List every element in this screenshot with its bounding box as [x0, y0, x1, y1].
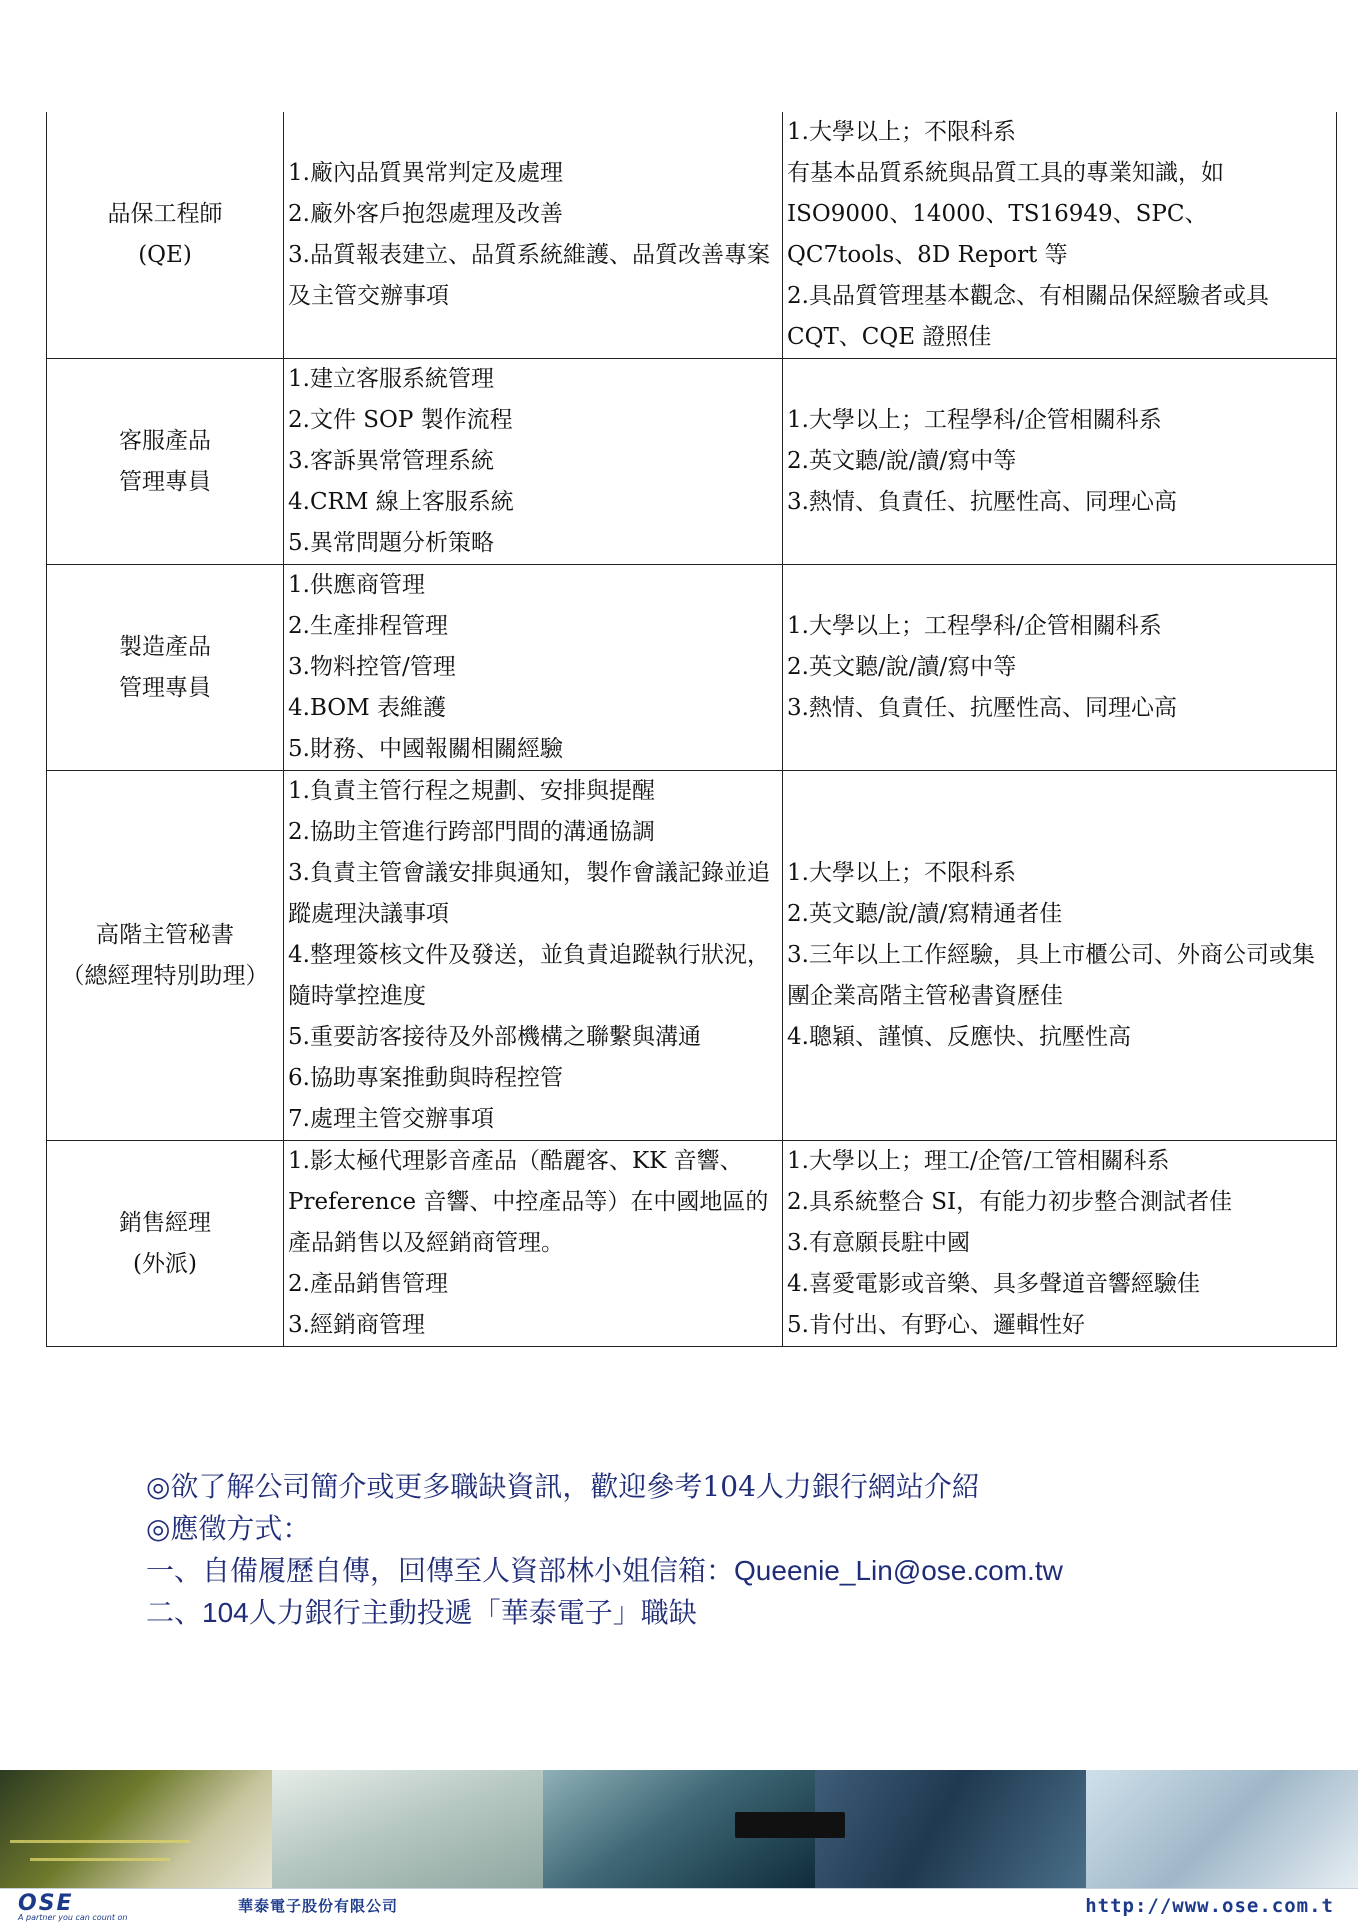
jobs-table: [46, 112, 1337, 1347]
job-title-line: 客服產品: [119, 427, 211, 454]
requirement-item: 有基本品質系統與品質工具的專業知識，如 ISO9000、14000、TS16949、SPC、QC7tools、8D Report 等: [787, 160, 1224, 268]
duty-item: 5.財務、中國報關相關經驗: [288, 736, 563, 762]
apply-method-104: [146, 1592, 1296, 1634]
footer-bar: [0, 1888, 1358, 1921]
job-duties-cell: [284, 112, 783, 359]
trace-line: [10, 1840, 190, 1843]
requirement-item: 2.英文聽/說/讀/寫中等: [787, 654, 1017, 680]
job-title-cell: [47, 565, 284, 771]
job-requirements-cell: [783, 1141, 1337, 1347]
duty-item: 3.經銷商管理: [288, 1312, 425, 1338]
job-title-line: 品保工程師: [107, 201, 223, 227]
duty-item: 5.重要訪客接待及外部機構之聯繫與溝通: [288, 1024, 701, 1050]
requirement-item: 5.肯付出、有野心、邏輯性好: [787, 1312, 1085, 1338]
duty-item: 2.產品銷售管理: [288, 1271, 448, 1297]
duty-item: 4.CRM 線上客服系統: [288, 489, 514, 515]
requirement-item: 3.熱情、負責任、抗壓性高、同理心高: [787, 695, 1177, 721]
job-requirements-cell: [783, 359, 1337, 565]
requirement-item: 2.具系統整合 SI，有能力初步整合測試者佳: [787, 1189, 1233, 1215]
job-duties-cell: [284, 771, 783, 1141]
job-title-cell: [47, 112, 284, 359]
job-row: [47, 565, 1337, 771]
requirement-item: 1.大學以上；工程學科/企管相關科系: [787, 613, 1162, 639]
trace-line: [30, 1858, 170, 1861]
duty-item: 5.異常問題分析策略: [288, 530, 494, 556]
duty-item: 2.廠外客戶抱怨處理及改善: [288, 201, 563, 227]
requirement-item: 2.英文聽/說/讀/寫中等: [787, 448, 1017, 474]
duty-item: 4.整理簽核文件及發送，並負責追蹤執行狀況，隨時掌控進度: [288, 942, 770, 1009]
ose-logo: OSE: [18, 1891, 74, 1916]
chip-shape: [735, 1812, 845, 1838]
duty-item: 2.生產排程管理: [288, 613, 448, 639]
job-title-line: 銷售經理: [119, 1209, 211, 1236]
job-title-line: 高階主管秘書: [96, 921, 234, 948]
job-title-cell: [47, 1141, 284, 1347]
job-row: [47, 771, 1337, 1141]
duty-item: 3.負責主管會議安排與通知，製作會議記錄並追蹤處理決議事項: [288, 860, 770, 927]
website-url[interactable]: http://www.ose.com.t: [1085, 1895, 1334, 1917]
duty-item: 1.廠內品質異常判定及處理: [288, 160, 563, 186]
job-row: [47, 359, 1337, 565]
job-row: [47, 112, 1337, 359]
job-duties-cell: [284, 1141, 783, 1347]
company-name: 華泰電子股份有限公司: [238, 1897, 399, 1915]
banner-factory-image: [272, 1770, 544, 1888]
footer: [0, 1770, 1358, 1920]
application-notes: [146, 1466, 1296, 1634]
job-title-line: （總經理特別助理）: [61, 962, 269, 989]
duty-item: 3.客訴異常管理系統: [288, 448, 494, 474]
more-info-note: ◎欲了解公司簡介或更多職缺資訊，歡迎參考104人力銀行網站介紹: [146, 1470, 980, 1503]
apply-method-104-prefix: 二、: [146, 1596, 203, 1629]
job-requirements-cell: [783, 565, 1337, 771]
duty-item: 3.品質報表建立、品質系統維護、品質改善專案及主管交辦事項: [288, 242, 770, 309]
apply-method-104-number: 104: [202, 1597, 249, 1628]
duty-item: 7.處理主管交辦事項: [288, 1106, 494, 1132]
job-requirements-cell: [783, 112, 1337, 359]
job-title-line: (外派): [133, 1250, 197, 1277]
duty-item: 1.影太極代理影音產品（酷麗客、KK 音響、Preference 音響、中控產品等）在中國地區的產品銷售以及經銷商管理。: [288, 1148, 769, 1256]
requirement-item: 3.熱情、負責任、抗壓性高、同理心高: [787, 489, 1177, 515]
job-title-line: (QE): [138, 242, 192, 268]
duty-item: 1.建立客服系統管理: [288, 366, 494, 392]
duty-item: 1.負責主管行程之規劃、安排與提醒: [288, 778, 655, 804]
job-title-line: 管理專員: [119, 674, 211, 701]
requirement-item: 2.具品質管理基本觀念、有相關品保經驗者或具 CQT、CQE 證照佳: [787, 283, 1269, 350]
requirement-item: 1.大學以上；不限科系: [787, 860, 1016, 886]
email-link[interactable]: Queenie_Lin@ose.com.tw: [734, 1555, 1063, 1586]
duty-item: 4.BOM 表維護: [288, 695, 446, 721]
banner-lab-image: [1086, 1770, 1358, 1888]
requirement-item: 2.英文聽/說/讀/寫精通者佳: [787, 901, 1063, 927]
job-title-line: 製造產品: [119, 633, 211, 660]
job-title-line: 管理專員: [119, 468, 211, 495]
requirement-item: 1.大學以上；工程學科/企管相關科系: [787, 407, 1162, 433]
requirement-item: 4.聰穎、謹慎、反應快、抗壓性高: [787, 1024, 1131, 1050]
apply-method-email-text: 一、自備履歷自傳，回傳至人資部林小姐信箱：: [146, 1554, 735, 1587]
duty-item: 2.文件 SOP 製作流程: [288, 407, 513, 433]
duty-item: 3.物料控管/管理: [288, 654, 456, 680]
duty-item: 2.協助主管進行跨部門間的溝通協調: [288, 819, 655, 845]
job-title-cell: [47, 771, 284, 1141]
requirement-item: 3.有意願長駐中國: [787, 1230, 970, 1256]
duty-item: 6.協助專案推動與時程控管: [288, 1065, 563, 1091]
ose-tagline: A partner you can count on: [18, 1913, 128, 1922]
footer-banner-image: [0, 1770, 1358, 1888]
requirement-item: 3.三年以上工作經驗，具上市櫃公司、外商公司或集團企業高階主管秘書資歷佳: [787, 942, 1315, 1009]
job-duties-cell: [284, 565, 783, 771]
job-duties-cell: [284, 359, 783, 565]
requirement-item: 1.大學以上；理工/企管/工管相關科系: [787, 1148, 1170, 1174]
banner-pcb-image: [815, 1770, 1087, 1888]
apply-method-104-text: 人力銀行主動投遞「華泰電子」職缺: [248, 1596, 697, 1629]
requirement-item: 1.大學以上；不限科系: [787, 119, 1016, 145]
requirement-item: 4.喜愛電影或音樂、具多聲道音響經驗佳: [787, 1271, 1200, 1297]
banner-circuit-board-image: [0, 1770, 272, 1888]
job-row: [47, 1141, 1337, 1347]
job-requirements-cell: [783, 771, 1337, 1141]
job-title-cell: [47, 359, 284, 565]
apply-method-email: [146, 1550, 1296, 1592]
duty-item: 1.供應商管理: [288, 572, 425, 598]
apply-heading: ◎應徵方式：: [146, 1512, 311, 1545]
